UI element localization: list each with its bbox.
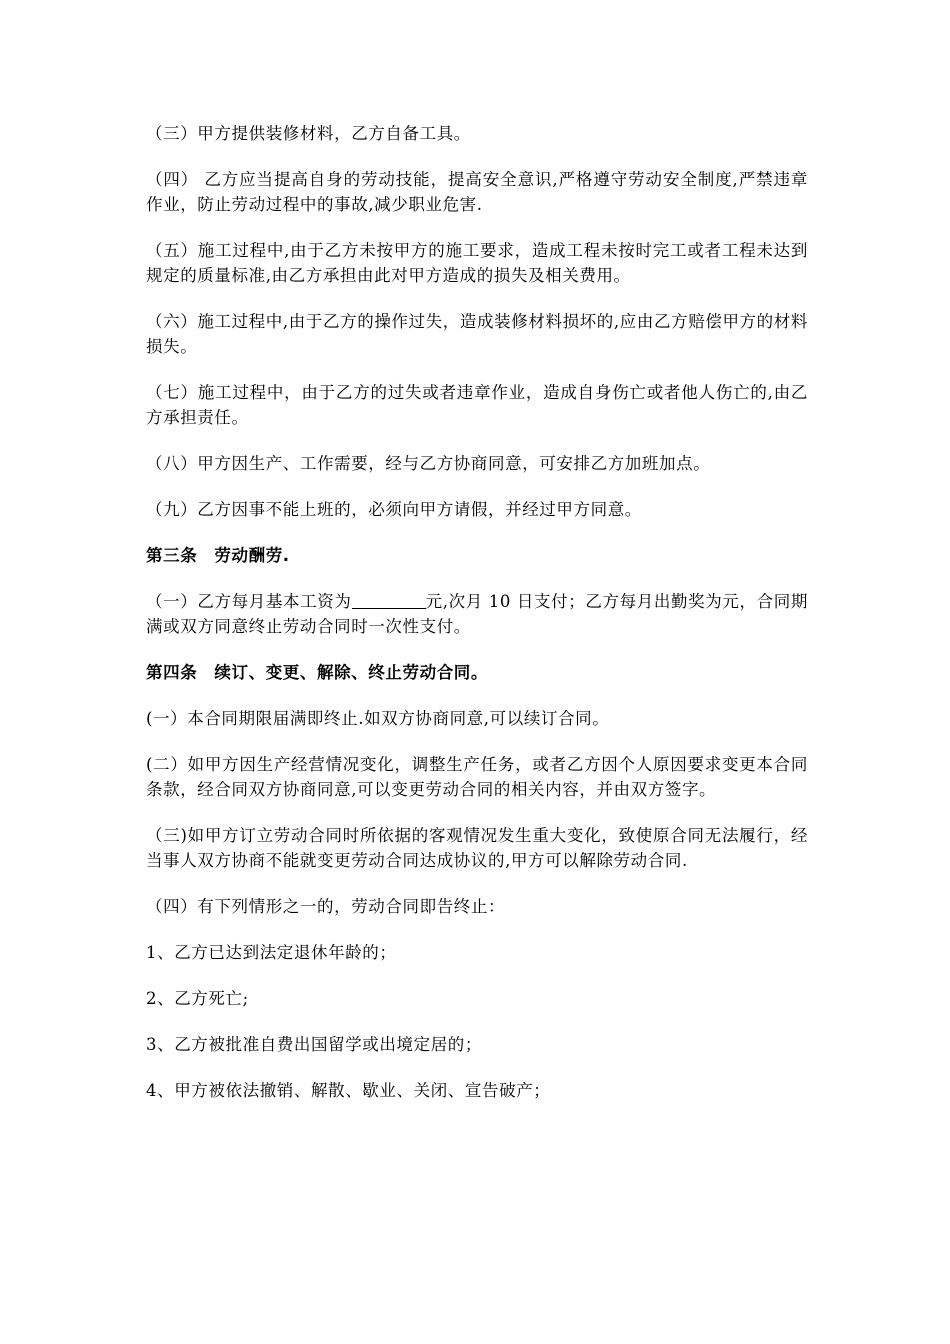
clause-6-material-damage: （六）施工过程中,由于乙方的操作过失，造成装修材料损坏的,应由乙方赔偿甲方的材料损失。	[146, 312, 808, 356]
article-4-clause-2-change: (二）如甲方因生产经营情况变化，调整生产任务，或者乙方因个人原因要求变更本合同条款，经合同双方协商同意,可以变更劳动合同的相关内容，并由双方签字。	[146, 755, 808, 799]
condition-item-4: 4、甲方被依法撤销、解散、歇业、关闭、宣告破产；	[146, 1081, 551, 1100]
clause-7-injury-liability: （七）施工过程中，由于乙方的过失或者违章作业，造成自身伤亡或者他人伤亡的,由乙方承担责任。	[146, 383, 808, 427]
document-page	[146, 121, 808, 1124]
article-3-heading: 第三条 劳动酬劳.	[146, 546, 290, 565]
clause-9-leave: （九）乙方因事不能上班的，必须向甲方请假，并经过甲方同意。	[146, 500, 642, 519]
article-3-clause-1-wages	[146, 589, 808, 639]
article-4-clause-4-conditions: （四）有下列情形之一的，劳动合同即告终止：	[146, 897, 506, 916]
article-4-clause-1-renewal: (一）本合同期限届满即终止.如双方协商同意,可以续订合同。	[146, 709, 610, 728]
clause-3-materials: （三）甲方提供装修材料，乙方自备工具。	[146, 124, 471, 143]
article-4-heading: 第四条 续订、变更、解除、终止劳动合同。	[146, 663, 488, 682]
clause-5-construction-requirements: （五）施工过程中,由于乙方未按甲方的施工要求，造成工程未按时完工或者工程未达到规定的质量标准,由乙方承担由此对甲方造成的损失及相关费用。	[146, 241, 808, 285]
wage-text-before: （一）乙方每月基本工资为	[146, 592, 352, 611]
wage-amount-blank	[352, 590, 426, 609]
condition-item-3: 3、乙方被批准自费出国留学或出境定居的；	[146, 1035, 482, 1054]
clause-8-overtime: （八）甲方因生产、工作需要，经与乙方协商同意，可安排乙方加班加点。	[146, 454, 711, 473]
clause-4-safety: （四） 乙方应当提高自身的劳动技能，提高安全意识,严格遵守劳动安全制度,严禁违章作业，防止劳动过程中的事故,减少职业危害.	[146, 170, 808, 214]
wage-text-after: 元,次月 10 日支付；乙方每月出勤奖为元，合同期满或双方同意终止劳动合同时一次性支付。	[146, 592, 809, 636]
condition-item-1: 1、乙方已达到法定退休年龄的；	[146, 943, 397, 962]
article-4-clause-3-termination: （三)如甲方订立劳动合同时所依据的客观情况发生重大变化，致使原合同无法履行，经当事人双方协商不能就变更劳动合同达成协议的,甲方可以解除劳动合同.	[146, 826, 808, 870]
condition-item-2: 2、乙方死亡;	[146, 989, 249, 1008]
